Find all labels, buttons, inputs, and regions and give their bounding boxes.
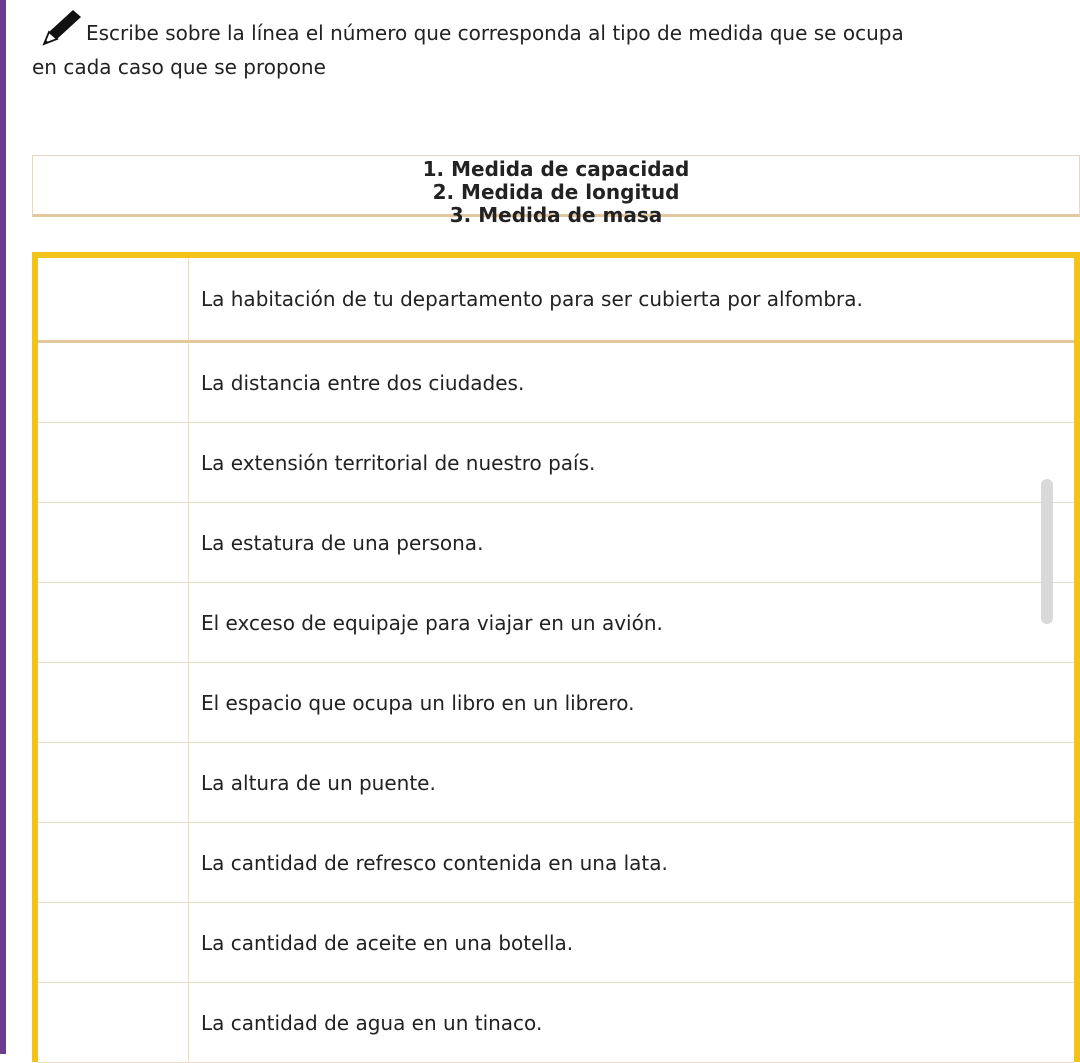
answer-cell[interactable] [38, 503, 189, 583]
table-row [38, 342, 1074, 423]
legend-item-masa: 3. Medida de masa [449, 203, 663, 227]
legend-item-longitud: 2. Medida de longitud [432, 180, 680, 204]
table-row [38, 823, 1074, 903]
case-text: La altura de un puente. [189, 743, 1075, 823]
table-row [38, 583, 1074, 663]
table-row [38, 423, 1074, 503]
answer-cell[interactable] [38, 583, 189, 663]
case-text: La extensión territorial de nuestro país. [189, 423, 1075, 503]
answer-cell[interactable] [38, 258, 189, 342]
answer-cell[interactable] [38, 743, 189, 823]
answer-cell[interactable] [38, 342, 189, 423]
left-accent-bar [0, 0, 6, 1054]
legend-item-capacidad: 1. Medida de capacidad [422, 157, 690, 181]
instruction-line1: Escribe sobre la línea el número que corresponda al tipo de medida que se ocupa [86, 21, 904, 45]
table-row [38, 903, 1074, 983]
case-text: El exceso de equipaje para viajar en un avión. [189, 583, 1075, 663]
measure-types-legend [32, 155, 1080, 227]
scrollbar-thumb[interactable] [1041, 479, 1053, 624]
exercise-table [32, 252, 1080, 1062]
answer-cell[interactable] [38, 823, 189, 903]
case-text: El espacio que ocupa un libro en un librero. [189, 663, 1075, 743]
pencil-icon [34, 8, 86, 50]
table-row [38, 663, 1074, 743]
table-row [38, 258, 1074, 342]
case-text: La estatura de una persona. [189, 503, 1075, 583]
answer-cell[interactable] [38, 423, 189, 503]
instruction-line2: en cada caso que se propone [32, 55, 326, 79]
table-row [38, 743, 1074, 823]
answer-cell[interactable] [38, 983, 189, 1063]
case-text: La cantidad de refresco contenida en una lata. [189, 823, 1075, 903]
table-row [38, 503, 1074, 583]
answer-cell[interactable] [38, 903, 189, 983]
case-text: La habitación de tu departamento para ser cubierta por alfombra. [189, 258, 1075, 342]
case-text: La distancia entre dos ciudades. [189, 342, 1075, 423]
table-row [38, 983, 1074, 1063]
answer-cell[interactable] [38, 663, 189, 743]
case-text: La cantidad de aceite en una botella. [189, 903, 1075, 983]
case-text: La cantidad de agua en un tinaco. [189, 983, 1075, 1063]
instruction-text [34, 8, 1064, 84]
